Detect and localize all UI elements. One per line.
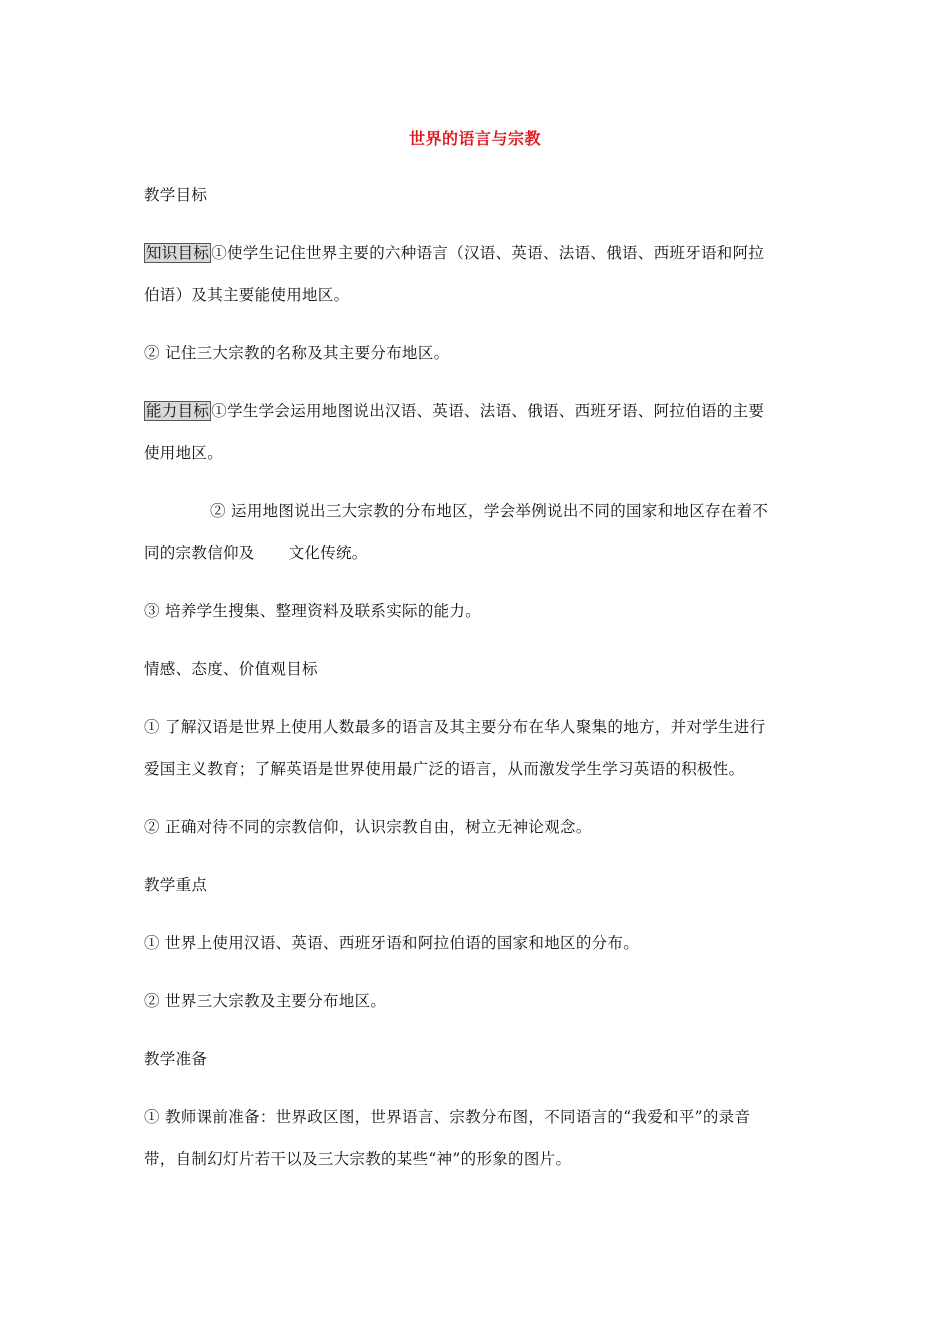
knowledge-item-2: ② 记住三大宗教的名称及其主要分布地区。: [144, 344, 450, 362]
emotion-item-1-line-1: ① 了解汉语是世界上使用人数最多的语言及其主要分布在华人聚集的地方，并对学生进行: [144, 718, 766, 736]
preparation-heading: 教学准备: [144, 1050, 208, 1068]
objectives-heading: 教学目标: [144, 186, 208, 204]
emotion-item-1-line-2: 爱国主义教育；了解英语是世界使用最广泛的语言，从而激发学生学习英语的积极性。: [144, 760, 745, 778]
emotion-heading: 情感、态度、价值观目标: [144, 660, 318, 678]
preparation-item-1-line-1: ① 教师课前准备：世界政区图，世界语言、宗教分布图，不同语言的“我爱和平”的录音: [144, 1108, 751, 1126]
ability-item-2-text-a: 同的宗教信仰及: [144, 544, 255, 562]
ability-item-2-line-1: [144, 500, 809, 522]
ability-item-2-text-b: 文化传统。: [288, 544, 368, 562]
knowledge-item-1-continuation: 伯语）及其主要能使用地区。: [144, 286, 350, 304]
key-point-item-2: ② 世界三大宗教及主要分布地区。: [144, 992, 387, 1010]
key-points-heading: 教学重点: [144, 876, 208, 894]
ability-item-2-line-2: [144, 542, 809, 564]
ability-objective-tag: 能力目标: [146, 402, 210, 420]
key-point-item-1: ① 世界上使用汉语、英语、西班牙语和阿拉伯语的国家和地区的分布。: [144, 934, 640, 952]
ability-item-2-text: ② 运用地图说出三大宗教的分布地区，学会举例说出不同的国家和地区存在着不: [210, 502, 769, 520]
knowledge-item-1-text: ①使学生记住世界主要的六种语言（汉语、英语、法语、俄语、西班牙语和阿拉: [211, 244, 765, 262]
emotion-item-2: ② 正确对待不同的宗教信仰，认识宗教自由，树立无神论观念。: [144, 818, 592, 836]
knowledge-objective-line-1: [144, 242, 809, 264]
preparation-item-1-line-2: 带，自制幻灯片若干以及三大宗教的某些“神”的形象的图片。: [144, 1150, 572, 1168]
document-title: 世界的语言与宗教: [408, 129, 541, 148]
ability-item-3: ③ 培养学生搜集、整理资料及联系实际的能力。: [144, 602, 482, 620]
ability-objective-line-1: [144, 400, 809, 422]
knowledge-objective-tag: 知识目标: [146, 244, 210, 262]
ability-item-1-continuation: 使用地区。: [144, 444, 224, 462]
ability-item-1-text: ①学生学会运用地图说出汉语、英语、法语、俄语、西班牙语、阿拉伯语的主要: [211, 402, 765, 420]
